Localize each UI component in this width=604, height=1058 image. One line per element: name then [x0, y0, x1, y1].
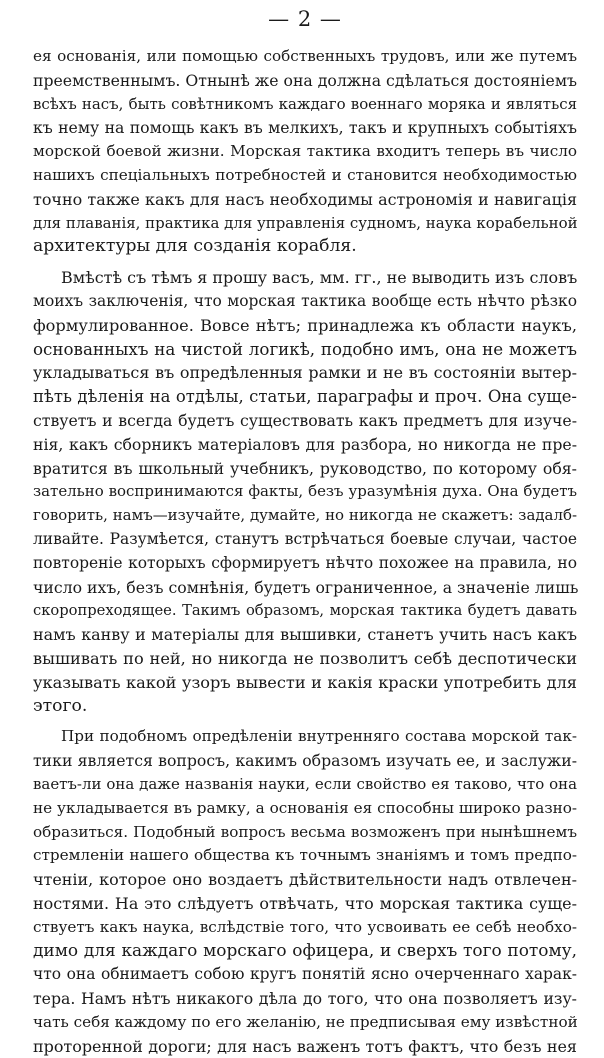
- text-line: всѣхъ насъ, быть совѣтникомъ каждаго военнаго моряка и являться: [33, 94, 577, 113]
- text-line: для плаванія, практика для управленія судномъ, наука корабельной: [33, 213, 578, 232]
- text-line: не укладывается въ рамку, а основанія ея способны широко разно-: [33, 798, 577, 817]
- text-line: пѣть дѣленія на отдѣлы, статьи, параграфы и проч. Она суще-: [33, 387, 577, 407]
- text-line: чать себя каждому по его желанію, не предписывая ему извѣстной: [33, 1012, 578, 1031]
- text-line: укладываться въ опредѣленныя рамки и не въ состояніи вытер-: [33, 363, 577, 383]
- text-line: что она обнимаетъ собою кругъ понятій ясно очерченнаго харак-: [33, 965, 577, 984]
- text-line: Вмѣстѣ съ тѣмъ я прошу васъ, мм. гг., не выводить изъ словъ: [61, 268, 578, 288]
- text-line: стремленіи нашего общества къ точнымъ знаніямъ и томъ предпо-: [33, 846, 577, 865]
- text-line: преемственнымъ. Отнынѣ же она должна сдѣлаться достояніемъ: [33, 70, 577, 90]
- text-line: образиться. Подобный вопросъ весьма возможенъ при нынѣшнемъ: [33, 822, 577, 841]
- text-line: ливайте. Разумѣется, станутъ встрѣчаться боевые случаи, частое: [33, 529, 577, 548]
- text-line: чтеніи, которое оно воздаетъ дѣйствительности надъ отвлечен-: [33, 870, 577, 890]
- text-line: вратится въ школьный учебникъ, руководство, по которому обя-: [33, 458, 577, 478]
- text-line: При подобномъ опредѣленіи внутренняго состава морской так-: [61, 727, 577, 746]
- text-line: зательно воспринимаются факты, безъ уразумѣнія духа. Она будетъ: [33, 482, 577, 501]
- text-line: къ нему на помощь какъ въ мелкихъ, такъ и крупныхъ событіяхъ: [33, 118, 577, 138]
- paragraph-gap: [33, 718, 577, 725]
- text-line: нашихъ спеціальныхъ потребностей и становится необходимостью: [33, 165, 577, 184]
- text-line: архитектуры для созданія корабля.: [33, 236, 357, 257]
- text-line: число ихъ, безъ сомнѣнія, будетъ ограниченное, а значеніе лишь: [33, 577, 579, 597]
- paragraph-1: [33, 45, 577, 259]
- text-line: ваетъ-ли она даже названія науки, если свойство ея таково, что она: [33, 774, 577, 793]
- text-line: намъ канву и матеріалы для вышивки, станетъ учить насъ какъ: [33, 625, 577, 645]
- text-line: основанныхъ на чистой логикѣ, подобно имъ, она не можетъ: [33, 338, 577, 359]
- text-line: точно также какъ для насъ необходимы астрономія и навигація: [33, 189, 577, 209]
- text-line: тера. Намъ нѣтъ никакого дѣла до того, что она позволяетъ изу-: [33, 989, 577, 1009]
- text-line: ностями. На это слѣдуетъ отвѣчать, что морская тактика суще-: [33, 893, 577, 913]
- text-line: проторенной дороги; для насъ важенъ тотъ фактъ, что безъ нея: [33, 1036, 577, 1056]
- page-number: — 2 —: [268, 7, 342, 31]
- text-line: скоропреходящее. Такимъ образомъ, морская тактика будетъ давать: [33, 602, 577, 620]
- text-line: ствуетъ какъ наука, вслѣдствіе того, что усвоивать ее себѣ необхо-: [33, 917, 577, 936]
- text-line: формулированное. Вовсе нѣтъ; принадлежа къ области наукъ,: [33, 315, 577, 335]
- text-line: ея основанія, или помощью собственныхъ трудовъ, или же путемъ: [33, 47, 577, 65]
- paragraph-2: [33, 266, 577, 718]
- text-line: этого.: [33, 695, 88, 716]
- text-line: димо для каждаго морскаго офицера, и сверхъ того потому,: [33, 940, 577, 961]
- text-line: ствуетъ и всегда будетъ существовать какъ предметъ для изуче-: [33, 410, 577, 430]
- text-line: тики является вопросъ, какимъ образомъ изучать ее, и заслужи-: [33, 751, 577, 771]
- text-line: указывать какой узоръ вывести и какія краски употребить для: [33, 672, 577, 692]
- text-line: моихъ заключенія, что морская тактика вообще есть нѣчто рѣзко: [33, 291, 577, 310]
- text-line: повтореніе которыхъ сформируетъ нѣчто похожее на правила, но: [33, 553, 577, 572]
- paragraph-gap: [33, 259, 577, 266]
- text-line: говорить, намъ—изучайте, думайте, но никогда не скажетъ: задалб-: [33, 506, 577, 525]
- paragraph-3: [33, 725, 577, 1058]
- text-line: вышивать по ней, но никогда не позволитъ себѣ деспотически: [33, 648, 577, 668]
- text-line: морской боевой жизни. Морская тактика входитъ теперь въ число: [33, 142, 577, 161]
- text-line: нія, какъ сборникъ матеріаловъ для разбора, но никогда не пре-: [33, 434, 577, 454]
